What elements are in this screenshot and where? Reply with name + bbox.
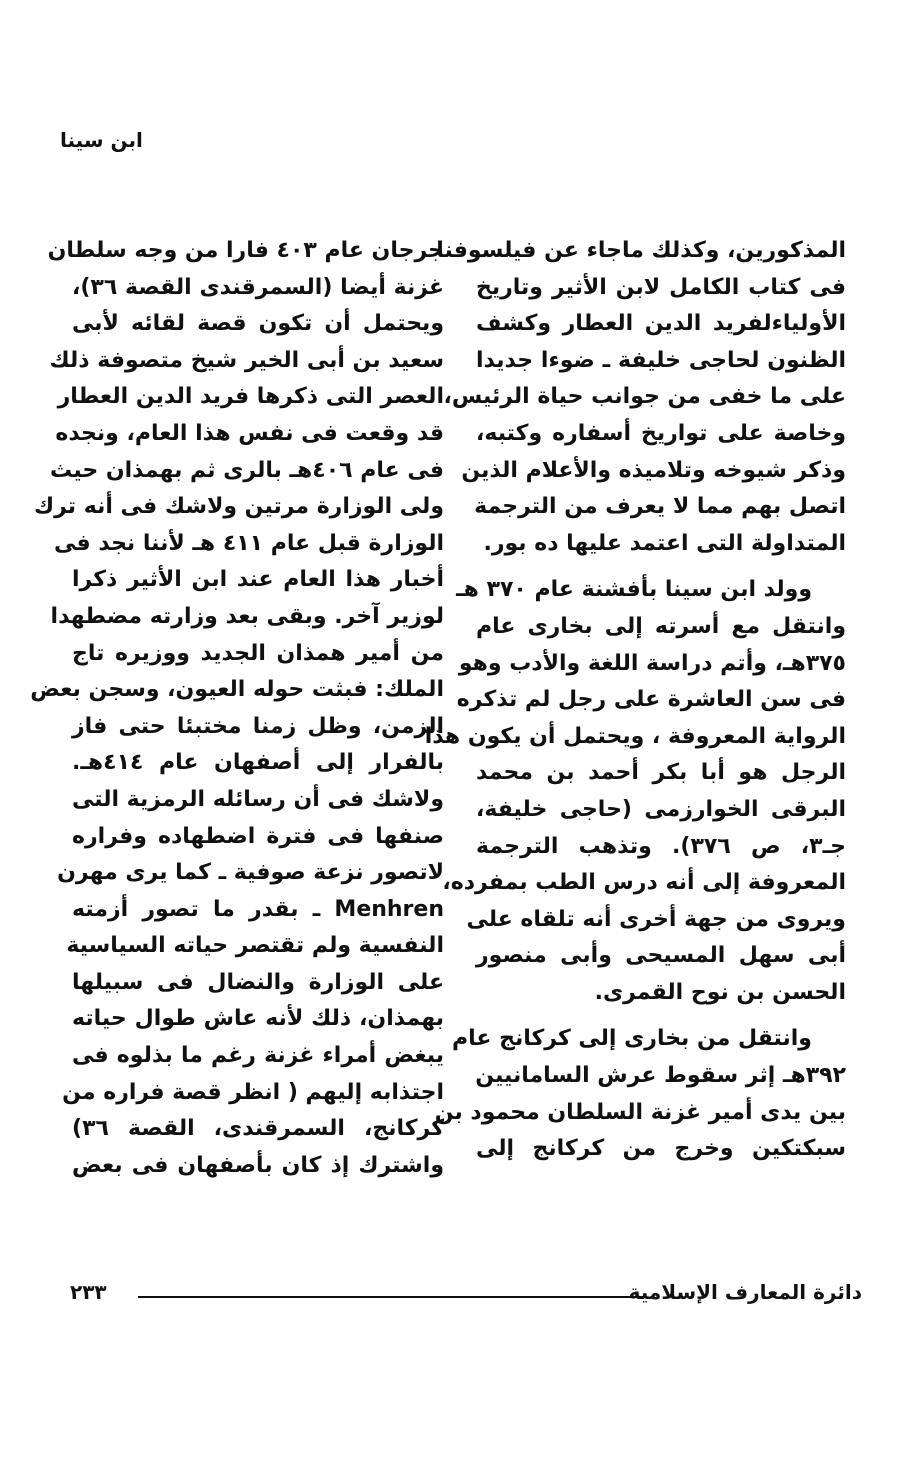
page-number: ٢٣٣ [70,1280,107,1304]
text-line: قد وقعت فى نفس هذا العام، ونجده [55,420,444,446]
text-line: ويحتمل أن تكون قصة لقائه لأبى [72,311,444,337]
text-line: الظنون لحاجى خليفة ـ ضوءا جديدا [476,347,846,373]
text-line: غزنة أيضا (السمرقندى القصة ٣٦)، [72,274,444,300]
footer-rule [138,1296,647,1298]
text-line: المعروفة إلى أنه درس الطب بمفرده، [442,870,846,896]
right-column [424,233,846,1168]
text-line: كركانج، السمرقندى، القصة ٣٦) [72,1116,444,1142]
text-line: ٣٩٢هـ إثر سقوط عرش السامانيين [475,1063,846,1089]
text-line: على ما خفى من جوانب حياة الرئيس، [443,384,846,410]
text-line: وانتقل من بخارى إلى كركانج عام [452,1026,812,1052]
text-line: المذكورين، وكذلك ماجاء عن فيلسوفنا [436,238,846,263]
text-line: ولاشك فى أن رسائله الرمزية التى [71,786,444,812]
page-footer [70,1280,862,1310]
journal-title: دائرة المعارف الإسلامية [628,1280,862,1304]
text-line: النفسية ولم تقتصر حياته السياسية [66,933,444,959]
text-line: العصر التى ذكرها فريد الدين العطار [57,384,444,410]
text-line: وخاصة على تواريخ أسفاره وكتبه، [476,420,846,446]
text-line: الزمن، وظل زمنا مختبئا حتى فاز [72,713,444,739]
text-line: وذكر شيوخه وتلاميذه والأعلام الذين [461,457,846,483]
text-line: اجتذابه إليهم ( انظر قصة فراره من [62,1079,444,1105]
left-column [30,233,444,1184]
paragraph [436,233,846,562]
text-line: من أمير همذان الجديد ووزيره تاج [72,640,444,666]
text-line: على الوزارة والنضال فى سبيلها [72,969,444,995]
text-line: فى سن العاشرة على رجل لم تذكره [456,687,846,713]
text-line: لاتصور نزعة صوفية ـ كما يرى مهرن [57,860,444,886]
paragraph [424,572,846,1011]
text-line: وانتقل مع أسرته إلى بخارى عام [476,613,846,639]
text-line: صنفها فى فترة اضطهاده وفراره [72,823,444,849]
text-line: الرواية المعروفة ، ويحتمل أن يكون هذا [424,723,846,749]
text-line: سبكتكين وخرج من كركانج إلى [476,1136,846,1162]
text-line: بين يدى أمير غزنة السلطان محمود بن [434,1099,846,1125]
text-line: جرجان عام ٤٠٣ فارا من وجه سلطان [47,238,444,263]
text-line: بالفرار إلى أصفهان عام ٤١٤هـ. [72,750,444,776]
text-line: ويروى من جهة أخرى أنه تلقاه على [466,906,846,932]
text-line: اتصل بهم مما لا يعرف من الترجمة [474,494,846,520]
running-head: ابن سينا [60,128,143,152]
text-line: الوزارة قبل عام ٤١١ هـ لأننا نجد فى [54,530,444,556]
text-line: يبغض أمراء غزنة رغم ما بذلوه فى [72,1043,444,1069]
text-line: وولد ابن سينا بأفشنة عام ٣٧٠ هـ [456,577,812,603]
text-line: المتداولة التى اعتمد عليها ده بور. [483,530,846,556]
text-line: بهمذان، ذلك لأنه عاش طوال حياته [72,1006,444,1032]
text-line: الأولياءلفريد الدين العطار وكشف [476,311,846,337]
text-line: الملك: فبثت حوله العيون، وسجن بعض [30,677,444,703]
text-line: فى عام ٤٠٦هـ بالرى ثم بهمذان حيث [50,457,444,483]
paragraph [434,1021,846,1167]
text-line: الحسن بن نوح القمرى. [594,979,846,1005]
text-line: جـ٣، ص ٣٧٦). وتذهب الترجمة [476,833,846,859]
text-line: أخبار هذا العام عند ابن الأثير ذكرا [72,567,444,593]
text-line: سعيد بن أبى الخير شيخ متصوفة ذلك [49,347,444,373]
text-line: ولى الوزارة مرتين ولاشك فى أنه ترك [33,494,444,520]
text-line: البرقى الخوارزمى (حاجى خليفة، [476,796,846,822]
text-line: ٣٧٥هـ، وأتم دراسة اللغة والأدب وهو [458,650,846,676]
text-line: لوزير آخر. وبقى بعد وزارته مضطهدا [50,603,444,629]
text-line: الرجل هو أبا بكر أحمد بن محمد [476,760,846,786]
text-line: فى كتاب الكامل لابن الأثير وتاريخ [476,274,846,300]
text-line: Menhren ـ بقدر ما تصور أزمته [72,896,444,922]
text-line: واشترك إذ كان بأصفهان فى بعض [72,1152,444,1178]
text-line: أبى سهل المسيحى وأبى منصور [476,943,846,969]
